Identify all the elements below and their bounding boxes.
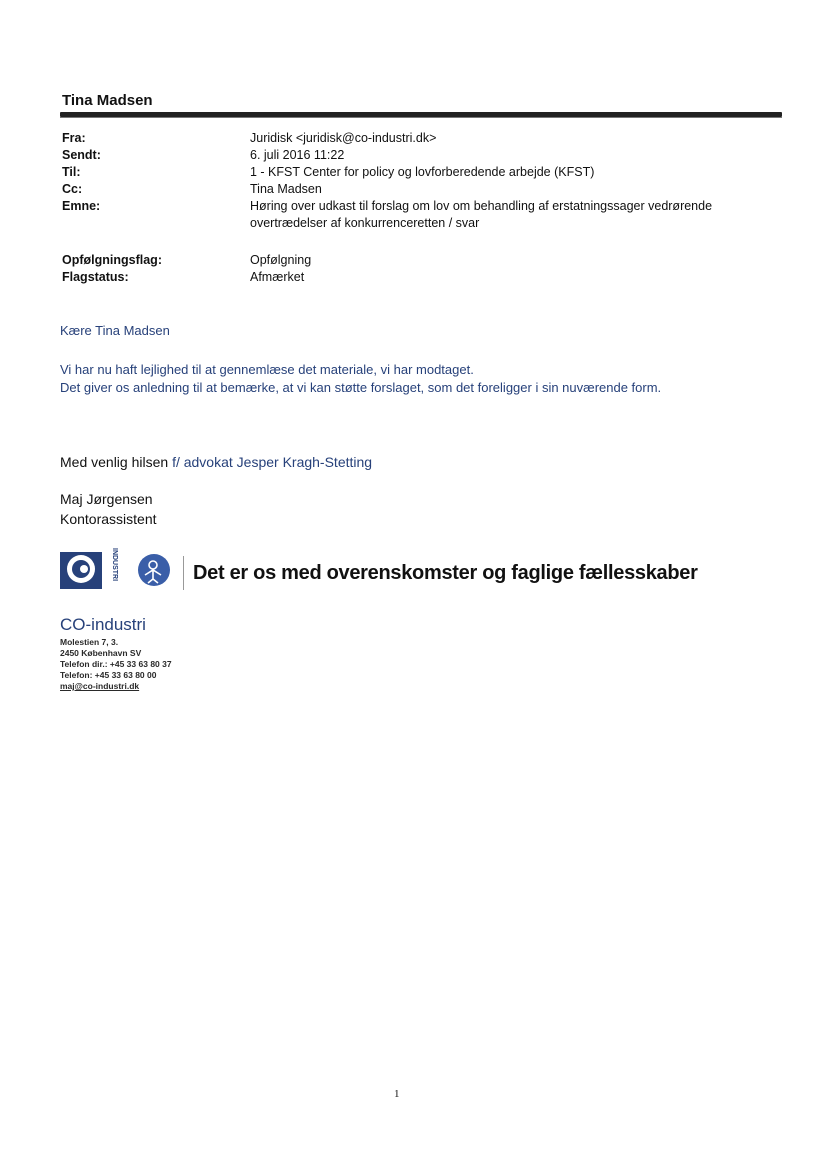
field-value: Juridisk <juridisk@co-industri.dk> bbox=[250, 131, 437, 145]
closing-prefix: Med venlig hilsen bbox=[60, 454, 169, 470]
owner-name: Tina Madsen bbox=[62, 92, 153, 109]
badge-icon bbox=[137, 553, 171, 587]
closing bbox=[60, 453, 372, 471]
closing-signer: f/ advokat Jesper Kragh-Stetting bbox=[172, 454, 373, 470]
field-label: Sendt: bbox=[62, 148, 101, 162]
slogan: Det er os med overenskomster og faglige fællesskaber bbox=[193, 562, 698, 584]
address-line: 2450 København SV bbox=[60, 648, 142, 658]
field-label: Cc: bbox=[62, 182, 83, 196]
page-number: 1 bbox=[394, 1088, 400, 1100]
address-line: Telefon: +45 33 63 80 00 bbox=[60, 670, 157, 680]
body-line: Det giver os anledning til at bemærke, at vi kan støtte forslaget, som det foreligger i sin nuværende form. bbox=[60, 380, 662, 395]
field-label: Opfølgningsflag: bbox=[62, 253, 162, 267]
co-industri-logo bbox=[60, 545, 102, 589]
field-value: Tina Madsen bbox=[250, 182, 322, 196]
field-label: Fra: bbox=[62, 131, 86, 145]
address-line: Molestien 7, 3. bbox=[60, 637, 119, 647]
address-line: Telefon dir.: +45 33 63 80 37 bbox=[60, 659, 172, 669]
greeting: Kære Tina Madsen bbox=[60, 323, 170, 338]
sender-name: Maj Jørgensen bbox=[60, 491, 153, 507]
logo-vertical-text bbox=[107, 547, 119, 589]
company-name: CO-industri bbox=[60, 615, 146, 634]
field-label: Til: bbox=[62, 165, 81, 179]
body-line: Vi har nu haft lejlighed til at gennemlæse det materiale, vi har modtaget. bbox=[60, 362, 474, 377]
field-label: Flagstatus: bbox=[62, 270, 129, 284]
field-value: Opfølgning bbox=[250, 253, 312, 267]
field-value: Høring over udkast til forslag om lov om behandling af erstatningssager vedrørende overtrædelser af konkurrenceretten / svar bbox=[250, 199, 713, 230]
sender-title: Kontorassistent bbox=[60, 511, 157, 527]
field-value: 1 - KFST Center for policy og lovforberedende arbejde (KFST) bbox=[250, 165, 595, 179]
logo-vertical-label: INDUSTRI bbox=[111, 548, 118, 582]
logo-divider bbox=[183, 556, 184, 590]
email-link[interactable]: maj@co-industri.dk bbox=[60, 681, 140, 691]
field-value: 6. juli 2016 11:22 bbox=[250, 148, 345, 162]
field-value: Afmærket bbox=[250, 270, 305, 284]
field-label: Emne: bbox=[62, 199, 101, 213]
header-rule-thin bbox=[60, 117, 782, 118]
